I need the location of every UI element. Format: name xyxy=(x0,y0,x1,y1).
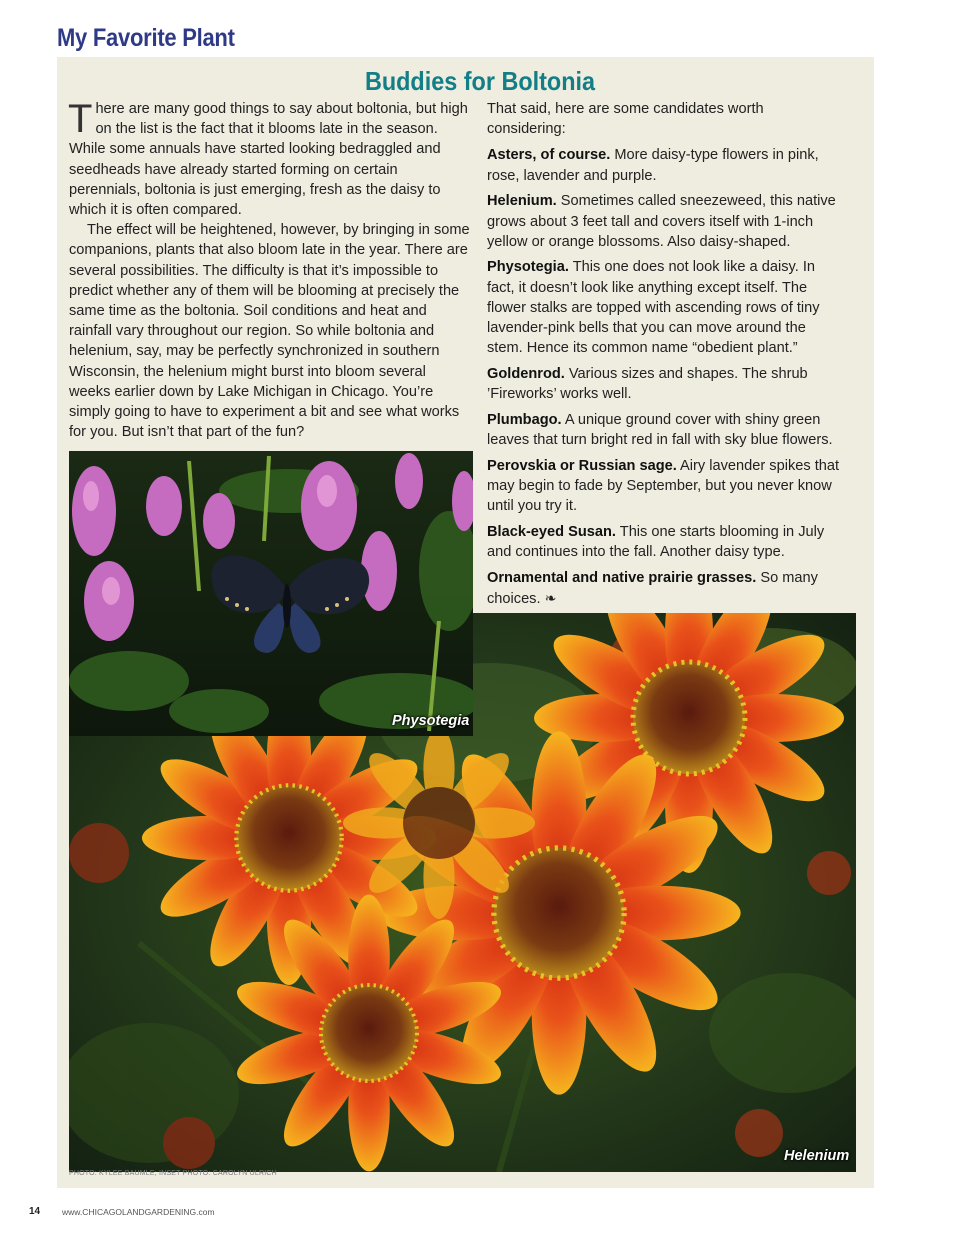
fleuron-icon: ❧ xyxy=(544,589,557,606)
candidate-item xyxy=(487,145,842,185)
candidate-name: Asters, of course. xyxy=(487,147,611,164)
candidate-item xyxy=(487,568,842,609)
page-number: 14 xyxy=(29,1206,41,1217)
paragraph-2: The effect will be heightened, however, by bringing in some companions, plants that also bloom late in the year. There are several possibilities. The difficulty is that it’s impossible to predict whether any of them will be blooming at precisely the same time as the boltonia. Soil conditions and heat and rainfall vary throughout our region. So while boltonia and helenium, say, may be perfectly synchronized in southern Wisconsin, the helenium might burst into bloom several weeks earlier down by Lake Michigan in Chicago. You’re simply going to have to experiment a bit and see what works for you. But isn’t that part of the fun? xyxy=(69,222,470,441)
candidate-text: A unique ground cover with shiny green leaves that turn bright red in fall with sky blue flowers. xyxy=(487,411,833,449)
website-url: www.CHICAGOLANDGARDENING.com xyxy=(62,1207,215,1217)
photo-credit: PHOTO: KYLEE BAUMLE; INSET PHOTO: CAROLYN ULRICH xyxy=(69,1170,277,1177)
candidate-text: Various sizes and shapes. The shrub ’Fireworks’ works well. xyxy=(487,365,808,403)
candidate-name: Physotegia. xyxy=(487,259,569,276)
candidates-intro: That said, here are some candidates worth considering: xyxy=(487,101,764,138)
candidate-name: Helenium. xyxy=(487,193,557,210)
candidate-name: Goldenrod. xyxy=(487,365,565,382)
candidate-item xyxy=(487,191,842,252)
paragraph-1-text: here are many good things to say about boltonia, but high on the list is the fact that it blooms late in the season. While some annuals have started looking bedraggled and seedheads have already started forming on certain perennials, boltonia is just emerging, fresh as the daisy to which it is often compared. xyxy=(69,101,468,219)
candidate-text: This one starts blooming in July and continues into the fall. Another daisy type. xyxy=(487,523,825,561)
candidates-list xyxy=(487,145,842,609)
candidate-name: Black-eyed Susan. xyxy=(487,523,616,540)
candidate-text: Airy lavender spikes that may begin to fade by September, but you never know until you try it. xyxy=(487,457,840,515)
candidate-item xyxy=(487,257,842,358)
candidate-text: More daisy-type flowers in pink, rose, lavender and purple. xyxy=(487,147,819,184)
left-column xyxy=(69,99,471,442)
article-headline: Buddies for Boltonia xyxy=(364,66,596,96)
section-title: My Favorite Plant xyxy=(57,24,235,52)
physotegia-photo xyxy=(69,451,473,736)
candidate-name: Perovskia or Russian sage. xyxy=(487,457,677,474)
candidate-item xyxy=(487,456,842,517)
paragraph-1 xyxy=(69,99,471,220)
candidate-text: Sometimes called sneezeweed, this native grows about 3 feet tall and covers itself with 1-inch yellow or orange blossoms. Also daisy-shaped. xyxy=(487,193,836,250)
candidate-text: This one does not look like a daisy. In fact, it doesn’t look like anything except itself. The flower stalks are topped with ascending rows of tiny lavender-pink bells that you can move around the stem. Hence its common name “obedient plant.” xyxy=(487,259,820,357)
right-column xyxy=(487,99,842,640)
candidate-name: Plumbago. xyxy=(487,411,562,428)
candidate-item xyxy=(487,522,842,562)
physotegia-image xyxy=(69,451,473,736)
helenium-caption: Helenium xyxy=(784,1148,850,1164)
candidate-item xyxy=(487,364,842,404)
candidate-item xyxy=(487,410,842,450)
physotegia-caption: Physotegia xyxy=(392,713,470,729)
candidate-name: Ornamental and native prairie grasses. xyxy=(487,569,757,586)
drop-cap: T xyxy=(68,97,93,141)
candidate-text: So many choices. xyxy=(487,569,818,607)
